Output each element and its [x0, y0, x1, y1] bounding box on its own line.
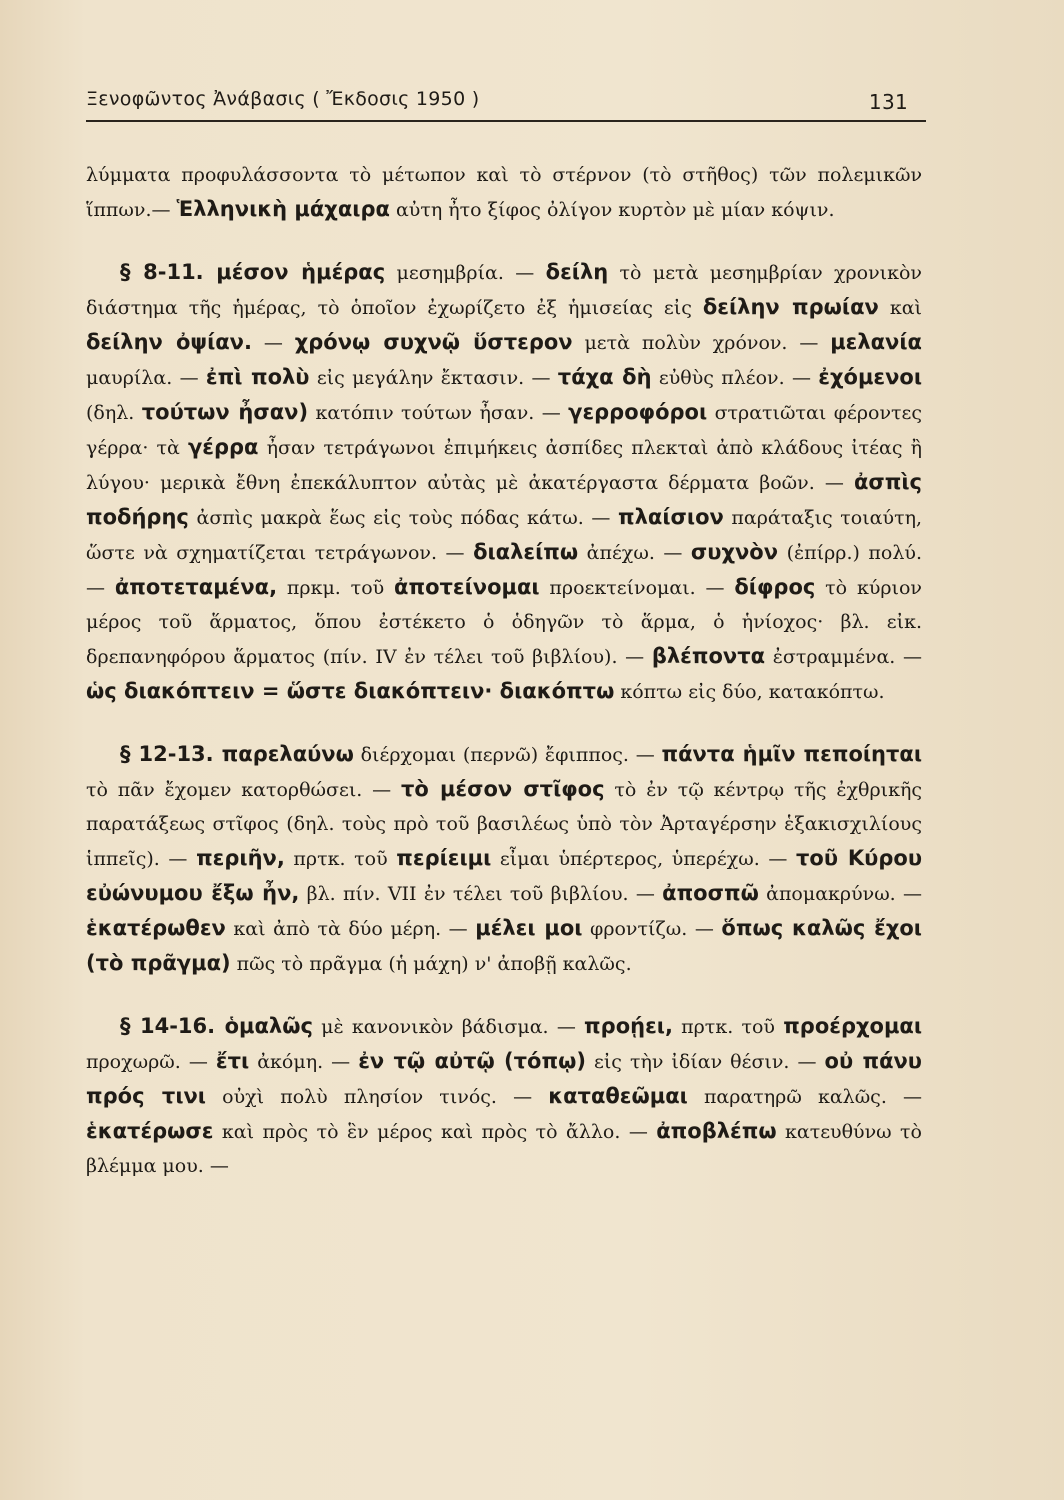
running-header	[86, 88, 926, 114]
lemma: δείλην ὀψίαν.	[86, 330, 252, 354]
gloss: κατευθύνω τὸ βλέμμα μου. —	[86, 1121, 922, 1177]
gloss: στρατιῶται φέροντες γέρρα· τὰ	[86, 402, 923, 459]
gloss: (δηλ.	[86, 402, 142, 424]
lemma: ὅπως καλῶς ἔχοι (τὸ πρᾶγμα)	[86, 916, 922, 975]
gloss: διέρχομαι (περνῶ) ἔφιππος. —	[353, 744, 662, 766]
gloss: καὶ ἀπὸ τὰ δύο μέρη. —	[225, 918, 476, 940]
gloss: ἦσαν τετράγωνοι ἐπιμήκεις ἀσπίδες πλεκταὶ ἀπὸ κλάδους ἰτέας ἢ λύγου· μερικὰ ἔθνη ἐπεκάλυπτον αὐτὰς μὲ ἀκατέργαστα δέρματα βοῶν. —	[86, 437, 922, 494]
lemma: δείλη	[545, 260, 609, 284]
gloss: πρτκ. τοῦ	[284, 848, 397, 870]
paragraph	[86, 255, 922, 709]
gloss: οὐχὶ πολὺ πλησίον τινός. —	[206, 1086, 549, 1108]
lemma: ἀποτεταμένα,	[114, 575, 278, 599]
gloss: κόπτω εἰς δύο, κατακόπτω.	[614, 681, 885, 703]
gloss: τὸ ἐν τῷ κέντρῳ τῆς ἐχθρικῆς παρατάξεως στῖφος (δηλ. τοὺς πρὸ τοῦ βασιλέως ὑπὸ τὸν Ἀρταγέρσην ἑξακισχιλίους ἱππεῖς). —	[86, 779, 922, 870]
lemma: γερροφόροι	[568, 400, 708, 424]
lemma: Ἑλληνικὴ μάχαιρα	[176, 197, 390, 221]
gloss: πρτκ. τοῦ	[672, 1016, 784, 1038]
gloss: εὐθὺς πλέον. —	[651, 367, 819, 389]
lemma: περιῆν,	[196, 846, 285, 870]
lemma: βλέποντα	[651, 644, 766, 668]
lemma: ἔτι	[215, 1049, 250, 1073]
gloss: βλ. πίν. VII ἐν τέλει τοῦ βιβλίου. —	[299, 883, 663, 905]
gloss: φροντίζω. —	[582, 918, 722, 940]
page-number: 131	[868, 90, 908, 114]
gloss: παράταξις τοιαύτη, ὥστε νὰ σχηματίζεται τετράγωνον. —	[86, 507, 922, 564]
lemma: ἑκατέρωθεν	[86, 916, 226, 940]
lemma: πλαίσιον	[618, 505, 724, 529]
lemma: οὐ πάνυ πρός τινι	[86, 1049, 922, 1108]
gloss: τὸ κύριον μέρος τοῦ ἅρματος, ὅπου ἐστέκετο ὁ ὁδηγῶν τὸ ἅρμα, ὁ ἡνίοχος· βλ. εἰκ. δρεπανηφόρου ἅρματος (πίν. IV ἐν τέλει τοῦ βιβλίου). —	[86, 577, 922, 668]
gloss: εἰς μεγάλην ἔκτασιν. —	[309, 367, 558, 389]
lemma: τάχα δὴ	[557, 365, 652, 389]
paragraph	[86, 158, 922, 227]
gloss: προχωρῶ. —	[86, 1051, 216, 1073]
lemma: ἐπὶ πολὺ	[205, 365, 310, 389]
lemma: τούτων ἦσαν)	[141, 400, 309, 424]
gloss: καὶ	[878, 297, 922, 319]
gloss: τὸ πᾶν ἔχομεν κατορθώσει. —	[86, 779, 402, 801]
gloss: λύμματα προφυλάσσοντα τὸ μέτωπον καὶ τὸ στέρνον (τὸ στῆθος) τῶν πολεμικῶν ἵππων.—	[86, 164, 922, 221]
lemma: ὡς διακόπτειν = ὥστε διακόπτειν· διακόπτω	[86, 679, 615, 703]
gloss: ἀκόμη. —	[249, 1051, 359, 1073]
lemma: ἀποτείνομαι	[394, 575, 540, 599]
paragraph	[86, 1009, 922, 1183]
header-rule	[86, 120, 926, 122]
lemma: πάντα ἡμῖν πεποίηται	[661, 742, 923, 766]
gloss: ἐστραμμένα. —	[765, 646, 923, 668]
lemma: περίειμι	[396, 846, 492, 870]
gloss: κατόπιν τούτων ἦσαν. —	[308, 402, 569, 424]
gloss: ἀσπὶς μακρὰ ἕως εἰς τοὺς πόδας κάτω. —	[188, 507, 619, 529]
gloss: —	[251, 332, 295, 354]
gloss: μεσημβρία. —	[385, 262, 546, 284]
lemma: χρόνῳ συχνῷ ὕστερον	[294, 330, 573, 354]
lemma: διαλείπω	[473, 540, 579, 564]
lemma: γέρρα	[187, 435, 259, 459]
lemma: δείλην πρωίαν	[702, 295, 879, 319]
gloss: εἶμαι ὑπέρτερος, ὑπερέχω. —	[491, 848, 796, 870]
lemma: ἑκατέρωσε	[86, 1119, 214, 1143]
gloss: προεκτείνομαι. —	[539, 577, 735, 599]
gloss: πρκμ. τοῦ	[277, 577, 395, 599]
lemma: § 12-13. παρελαύνω	[120, 742, 354, 766]
lemma: ἀσπὶς ποδήρης	[86, 470, 922, 529]
lemma: μελανία	[830, 330, 922, 354]
gloss: μετὰ πολὺν χρόνον. —	[572, 332, 831, 354]
lemma: προῄει,	[584, 1014, 673, 1038]
lemma: ἀποσπῶ	[662, 881, 759, 905]
lemma: καταθεῶμαι	[548, 1084, 688, 1108]
gloss: πῶς τὸ πρᾶγμα (ἡ μάχη) ν' ἀποβῇ καλῶς.	[230, 953, 632, 975]
paragraph	[86, 737, 922, 981]
gloss: καὶ πρὸς τὸ ἓν μέρος καὶ πρὸς τὸ ἄλλο. —	[213, 1121, 657, 1143]
gloss: αὐτη ἦτο ξίφος ὀλίγον κυρτὸν μὲ μίαν κόψιν.	[389, 199, 835, 221]
lemma: § 8-11. μέσον ἡμέρας	[120, 260, 386, 284]
lemma: τὸ μέσον στῖφος	[401, 777, 605, 801]
lemma: ἐχόμενοι	[818, 365, 922, 389]
gloss: (ἐπίρρ.) πολύ. —	[86, 542, 922, 599]
lemma: δίφρος	[734, 575, 816, 599]
lemma: μέλει μοι	[475, 916, 583, 940]
lemma: ἀποβλέπω	[656, 1119, 777, 1143]
gloss: εἰς τὴν ἰδίαν θέσιν. —	[585, 1051, 825, 1073]
book-title: Ξενοφῶντος Ἀνάβασις ( Ἔκδοσις 1950 )	[86, 88, 480, 110]
gloss: τὸ μετὰ μεσημβρίαν χρονικὸν διάστημα τῆς ἡμέρας, τὸ ὁποῖον ἐχωρίζετο ἐξ ἡμισείας εἰς	[86, 262, 922, 319]
commentary-text	[86, 158, 922, 1211]
lemma: § 14-16. ὁμαλῶς	[120, 1014, 313, 1038]
lemma: τοῦ Κύρου εὐώνυμου ἔξω ἦν,	[86, 846, 923, 905]
lemma: συχνὸν	[690, 540, 779, 564]
gloss: μαυρίλα. —	[86, 367, 206, 389]
lemma: προέρχομαι	[783, 1014, 923, 1038]
gloss: παρατηρῶ καλῶς. —	[687, 1086, 922, 1108]
lemma: ἐν τῷ αὐτῷ (τόπῳ)	[358, 1049, 586, 1073]
gloss: ἀπέχω. —	[578, 542, 691, 564]
gloss: ἀπομακρύνω. —	[758, 883, 923, 905]
gloss: μὲ κανονικὸν βάδισμα. —	[312, 1016, 585, 1038]
